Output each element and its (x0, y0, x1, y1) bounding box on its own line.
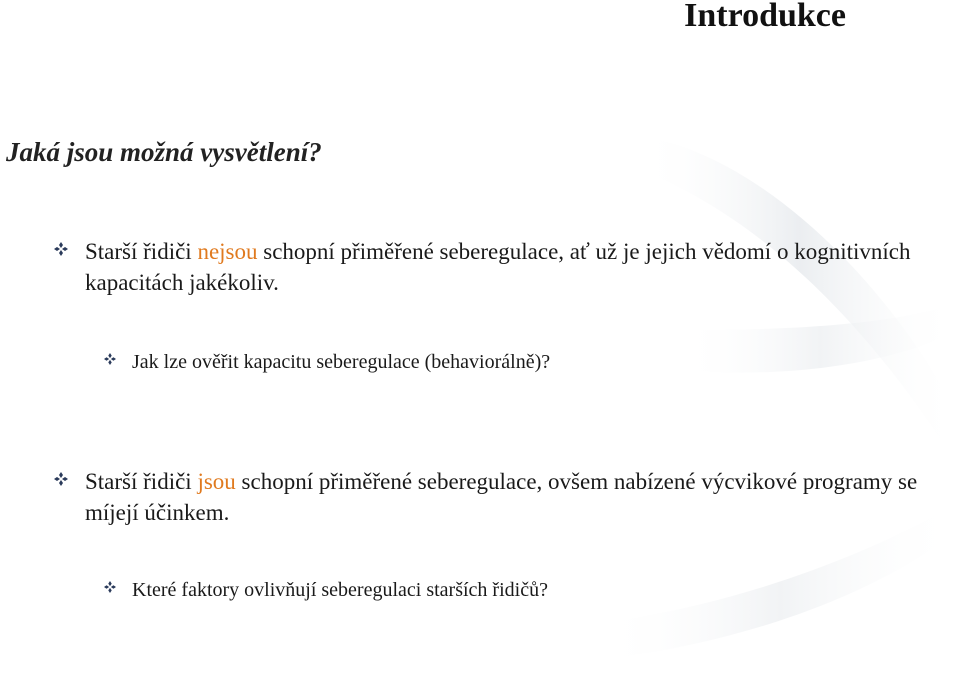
bullet-text: Starší řidiči nejsou schopní přiměřené seberegulace, ať už je jejich vědomí o kognitivních kapacitách jakékoliv. (85, 239, 911, 295)
four-diamond-bullet-icon (54, 472, 68, 486)
four-diamond-bullet-icon (104, 581, 116, 593)
four-diamond-bullet-icon (104, 353, 116, 365)
bullet-text: Starší řidiči jsou schopní přiměřené seberegulace, ovšem nabízené výcvikové programy se míjejí účinkem. (85, 469, 918, 525)
bullet-item-4 (104, 576, 924, 604)
highlight-word: nejsou (197, 239, 258, 264)
bullet-item-3 (54, 466, 934, 528)
slide-title: Introdukce (684, 0, 846, 34)
highlight-word: jsou (197, 469, 236, 494)
bullet-item-2 (104, 348, 924, 376)
bullet-text: Jak lze ověřit kapacitu seberegulace (behaviorálně)? (132, 351, 551, 373)
bullet-text: Které faktory ovlivňují seberegulaci starších řidičů? (132, 579, 548, 601)
slide-subtitle: Jaká jsou možná vysvětlení? (6, 137, 322, 167)
four-diamond-bullet-icon (54, 242, 68, 256)
bullet-item-1 (54, 236, 934, 298)
